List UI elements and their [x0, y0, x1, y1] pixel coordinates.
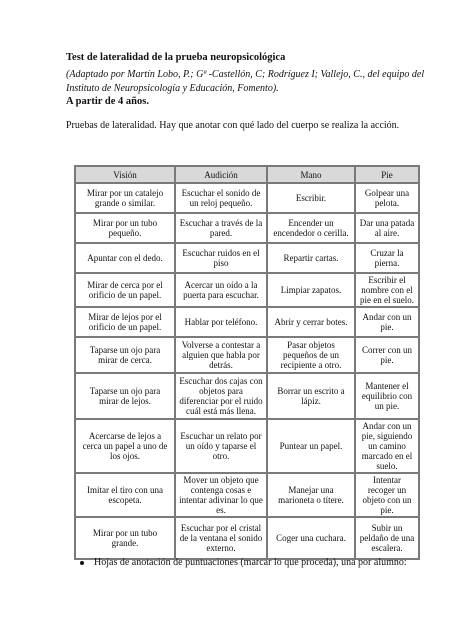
table-row — [76, 518, 418, 558]
cell-audicion: Mover un objeto que contenga cosas e intentar adivinar lo que es. — [176, 474, 266, 516]
table-header-row — [76, 167, 418, 182]
cell-vision: Taparse un ojo para mirar de lejos. — [76, 374, 174, 418]
age-line: A partir de 4 años. — [66, 96, 149, 107]
cell-mano: Pasar objetos pequeños de un recipiente a otro. — [268, 338, 354, 372]
cell-vision: Acercarse de lejos a cerca un papel a uno de los ojos. — [76, 420, 174, 472]
cell-vision: Apuntar con el dedo. — [76, 244, 174, 272]
cell-pie: Cruzar la pierna. — [356, 244, 418, 272]
table-row — [76, 184, 418, 212]
cell-audicion: Escuchar el sonido de un reloj pequeño. — [176, 184, 266, 212]
cell-vision: Mirar por un catalejo grande o similar. — [76, 184, 174, 212]
cell-vision: Taparse un ojo para mirar de cerca. — [76, 338, 174, 372]
bullet-icon — [80, 561, 84, 565]
table-row — [76, 338, 418, 372]
header-vision: Visión — [76, 167, 174, 182]
cell-mano: Coger una cuchara. — [268, 518, 354, 558]
intro-paragraph: Pruebas de lateralidad. Hay que anotar con qué lado del cuerpo se realiza la acción. — [66, 120, 400, 131]
cell-mano: Encender un encendedor o cerilla. — [268, 214, 354, 242]
cell-audicion: Escuchar ruidos en el piso — [176, 244, 266, 272]
cell-pie: Andar con un pie, siguiendo un camino marcado en el suelo. — [356, 420, 418, 472]
cell-vision: Mirar de lejos por el orificio de un papel. — [76, 308, 174, 336]
table-row — [76, 474, 418, 516]
cell-pie: Dar una patada al aire. — [356, 214, 418, 242]
table-row — [76, 420, 418, 472]
cell-audicion: Escuchar por el cristal de la ventana el sonido externo. — [176, 518, 266, 558]
cell-mano: Puntear un papel. — [268, 420, 354, 472]
cell-mano: Borrar un escrito a lápiz. — [268, 374, 354, 418]
cell-pie: Correr con un pie. — [356, 338, 418, 372]
cell-audicion: Escuchar dos cajas con objetos para diferenciar por el ruido cuál está más llena. — [176, 374, 266, 418]
cell-vision: Imitar el tiro con una escopeta. — [76, 474, 174, 516]
cell-mano: Escribir. — [268, 184, 354, 212]
laterality-table — [74, 165, 420, 560]
cell-pie: Mantener el equilibrio con un pie. — [356, 374, 418, 418]
cell-pie: Intentar recoger un objeto con un pie. — [356, 474, 418, 516]
header-mano: Mano — [268, 167, 354, 182]
cell-pie: Andar con un pie. — [356, 308, 418, 336]
cell-mano: Limpiar zapatos. — [268, 274, 354, 306]
cell-vision: Mirar por un tubo pequeño. — [76, 214, 174, 242]
header-pie: Pie — [356, 167, 418, 182]
bullet-text: Hojas de anotación de puntuaciones (marcar lo que proceda), una por alumno: — [94, 557, 407, 568]
document-subtitle: (Adaptado por Martín Lobo, P.; Gª -Castellón, C; Rodríguez I; Vallejo, C., del equipo del Instituto de Neuropsicología y Educación, Fomento). — [66, 69, 425, 94]
cell-vision: Mirar por un tubo grande. — [76, 518, 174, 558]
table-row — [76, 308, 418, 336]
score-sheet-bullet — [80, 557, 407, 568]
cell-mano: Manejar una marioneta o títere. — [268, 474, 354, 516]
cell-audicion: Hablar por teléfono. — [176, 308, 266, 336]
table-row — [76, 214, 418, 242]
cell-pie: Subir un peldaño de una escalera. — [356, 518, 418, 558]
table-row — [76, 244, 418, 272]
cell-pie: Escribir el nombre con el pie en el suelo. — [356, 274, 418, 306]
document-title: Test de lateralidad de la prueba neuropsicológica — [66, 52, 286, 63]
cell-audicion: Acercar un oído a la puerta para escuchar. — [176, 274, 266, 306]
cell-vision: Mirar de cerca por el orificio de un papel. — [76, 274, 174, 306]
table-row — [76, 274, 418, 306]
cell-audicion: Volverse a contestar a alguien que habla por detrás. — [176, 338, 266, 372]
table-row — [76, 374, 418, 418]
cell-audicion: Escuchar un relato por un oído y taparse el otro. — [176, 420, 266, 472]
header-audicion: Audición — [176, 167, 266, 182]
cell-audicion: Escuchar a través de la pared. — [176, 214, 266, 242]
cell-mano: Abrir y cerrar botes. — [268, 308, 354, 336]
cell-pie: Golpear una pelota. — [356, 184, 418, 212]
cell-mano: Repartir cartas. — [268, 244, 354, 272]
